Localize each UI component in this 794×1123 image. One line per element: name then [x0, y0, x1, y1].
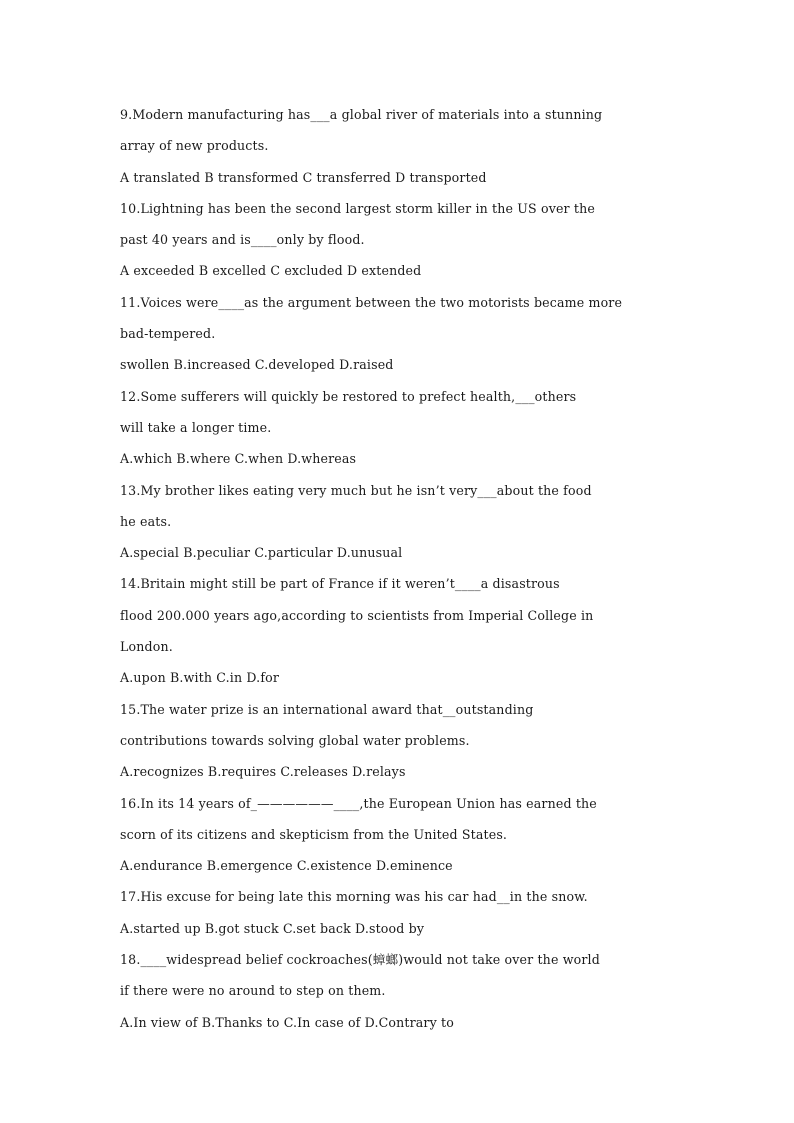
answer-options-line: A exceeded B excelled C excluded D extended [120, 263, 422, 279]
answer-options-line: A.special B.peculiar C.particular D.unusual [120, 545, 403, 561]
question-stem-line: 10.Lightning has been the second largest storm killer in the US over the [120, 200, 595, 216]
answer-options-line: A.recognizes B.requires C.releases D.relays [120, 764, 406, 780]
answer-options-line: A.endurance B.emergence C.existence D.eminence [120, 858, 453, 874]
question-stem-line: 16.In its 14 years of_——————____,the European Union has earned the [120, 795, 597, 811]
answer-options-line: A translated B transformed C transferred D transported [120, 169, 487, 185]
question-stem-line: bad-tempered. [120, 326, 216, 342]
question-stem-line: will take a longer time. [120, 419, 272, 435]
question-stem-line: past 40 years and is____only by flood. [120, 232, 365, 248]
answer-options-line: A.In view of B.Thanks to C.In case of D.Contrary to [120, 1014, 454, 1030]
answer-options-line: A.which B.where C.when D.whereas [120, 451, 357, 467]
question-stem-line: London. [120, 639, 173, 655]
question-stem-line: 9.Modern manufacturing has___a global river of materials into a stunning [120, 107, 603, 122]
question-stem-line: 14.Britain might still be part of France if it weren’t____a disastrous [120, 576, 560, 592]
question-stem-line: flood 200.000 years ago,according to scientists from Imperial College in [120, 607, 594, 623]
question-stem-line: scorn of its citizens and skepticism from the United States. [120, 826, 508, 842]
answer-options-line: swollen B.increased C.developed D.raised [120, 357, 394, 373]
question-stem-line: contributions towards solving global water problems. [120, 732, 470, 748]
question-stem-line: if there were no around to step on them. [120, 983, 386, 999]
question-stem-line: he eats. [120, 513, 172, 529]
answer-options-line: A.upon B.with C.in D.for [120, 670, 280, 686]
question-stem-line: 17.His excuse for being late this morning was his car had__in the snow. [120, 889, 588, 905]
answer-options-line: A.started up B.got stuck C.set back D.stood by [120, 920, 425, 936]
question-stem-line: array of new products. [120, 138, 269, 154]
question-stem-line: 11.Voices were____as the argument between the two motorists became more [120, 294, 623, 310]
question-stem-line: 13.My brother likes eating very much but he isn’t very___about the food [120, 482, 592, 498]
question-stem-line: 12.Some sufferers will quickly be restored to prefect health,___others [120, 388, 577, 404]
question-list [120, 106, 680, 1045]
question-stem-line: 18.____widespread belief cockroaches(蟑螂)would not take over the world [120, 952, 600, 968]
question-stem-line: 15.The water prize is an international award that__outstanding [120, 701, 534, 717]
